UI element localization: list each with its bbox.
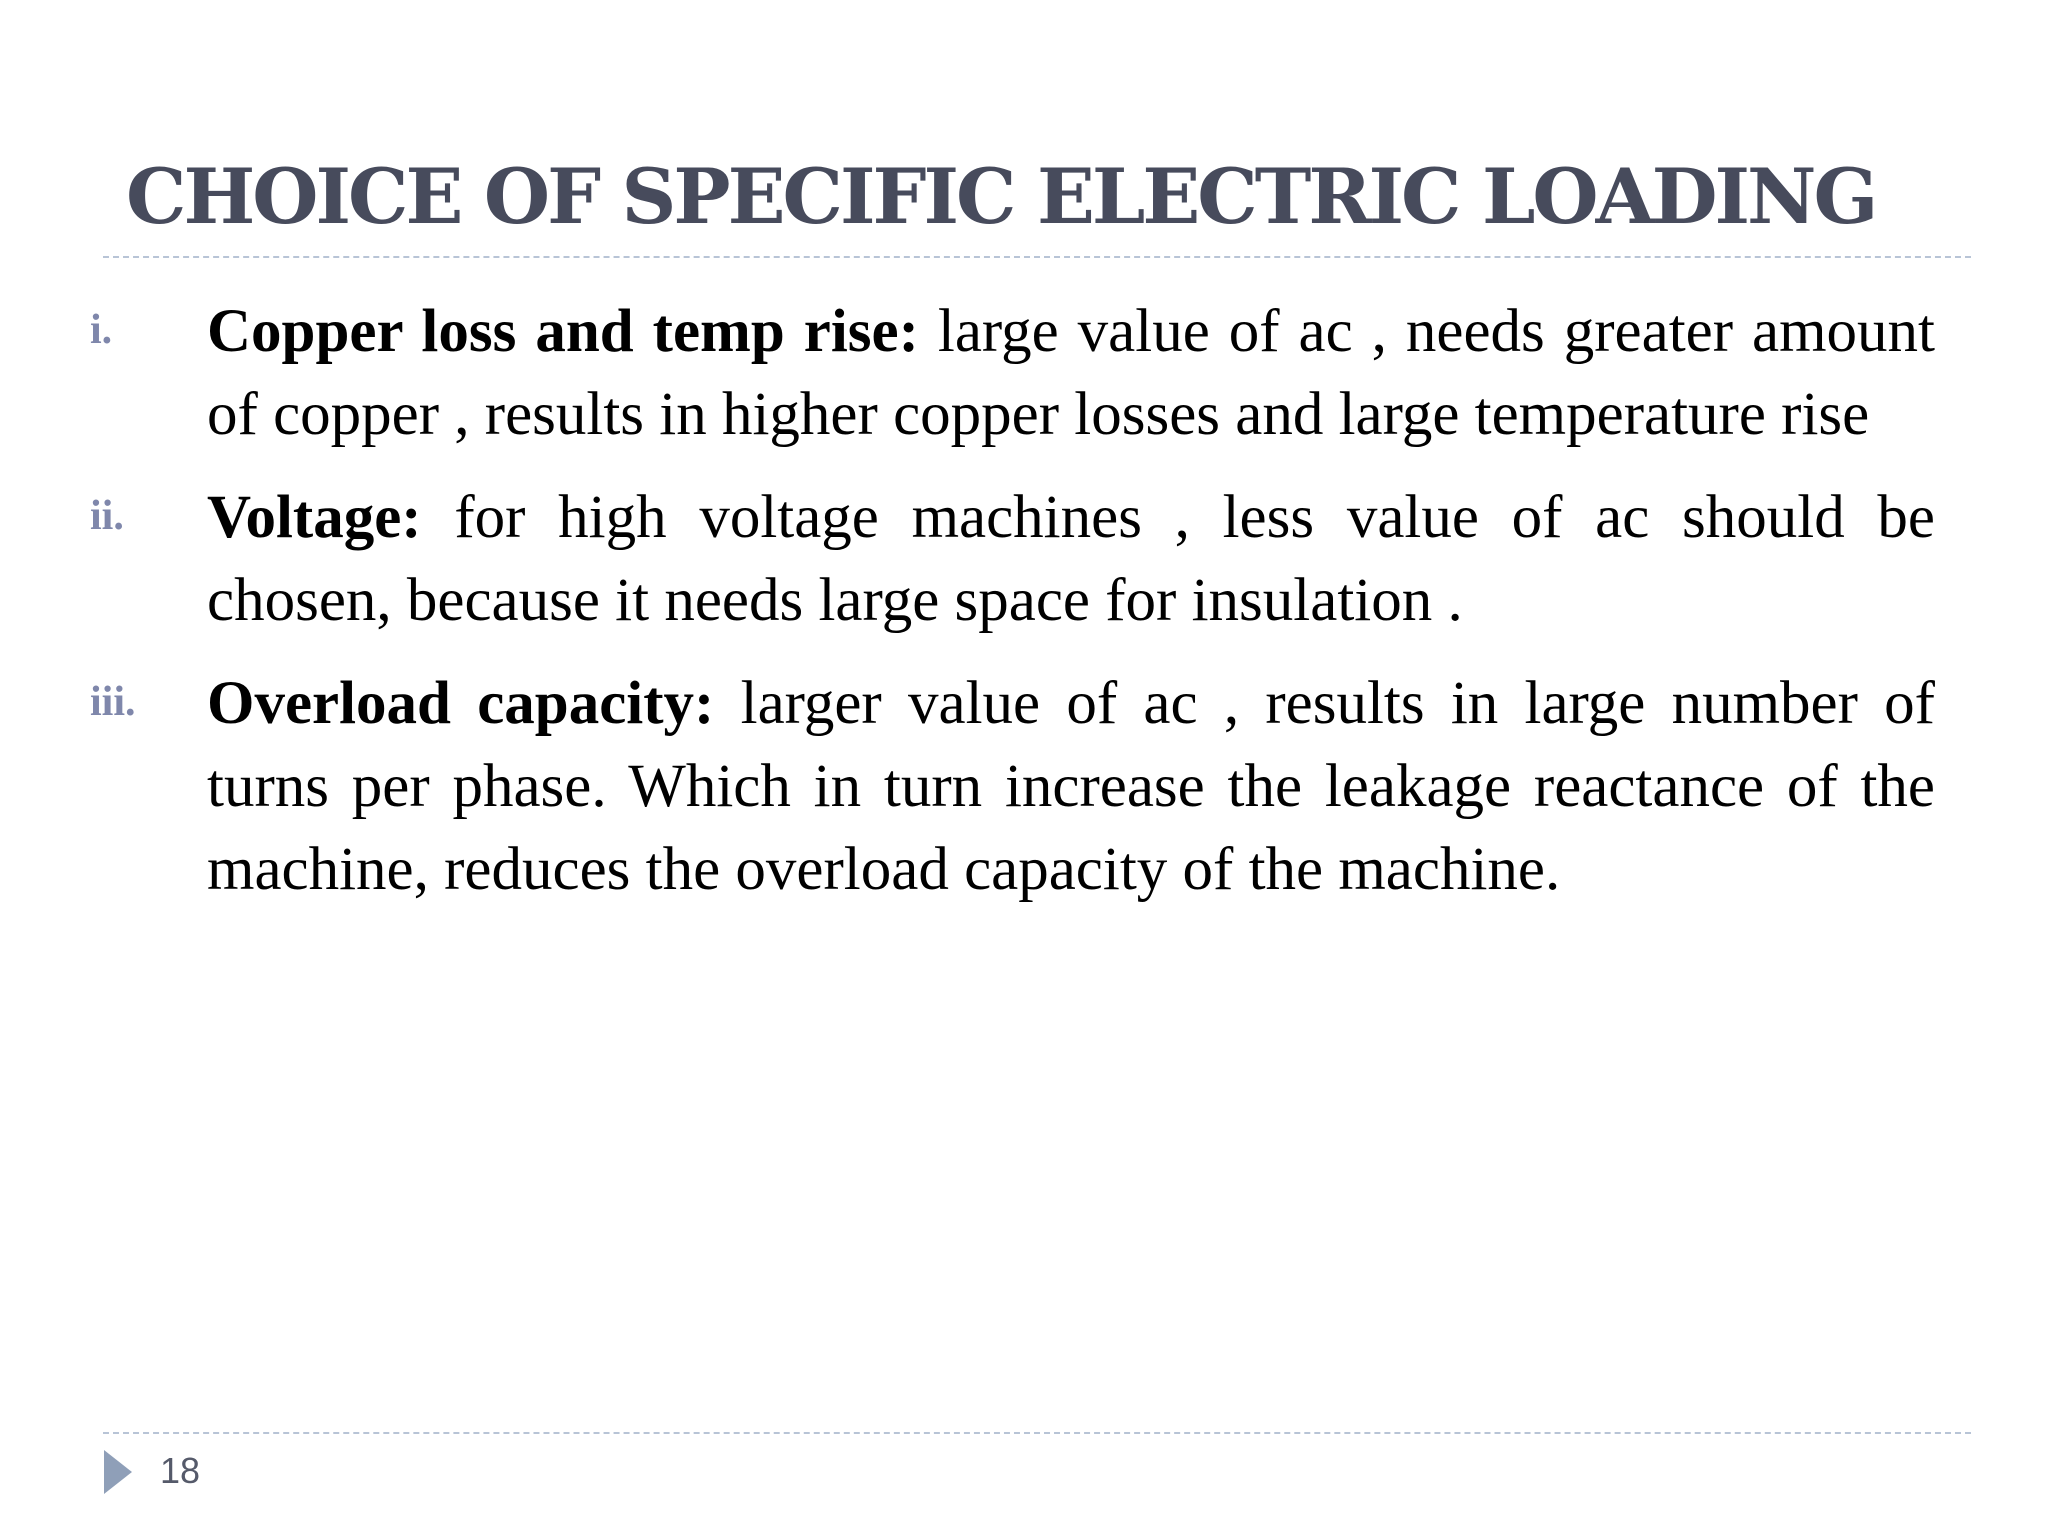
numbered-list [0,290,2048,931]
list-item-description: large value of ac , needs greater amount of copper , results in higher copper losses and large temperature rise [207,298,1935,448]
list-item-text [207,290,1935,456]
list-item-description: larger value of ac , results in large number of turns per phase. Which in turn increase the leakage reactance of the machine, reduces the overload capacity of the machine. [207,670,1935,903]
page-number: 18 [160,1450,201,1491]
list-item-number: iii. [90,679,136,725]
list-item-text [207,662,1935,911]
list-item-copper-loss [0,290,2048,456]
title-divider [103,256,1971,258]
list-item-voltage [0,476,2048,642]
list-item-number: ii. [90,493,124,539]
list-item-description: for high voltage machines , less value of ac should be chosen, because it needs large space for insulation . [207,484,1935,634]
list-item-text [207,476,1935,642]
list-item-term: Copper loss and temp rise: [207,298,919,365]
list-item-term: Overload capacity: [207,670,715,737]
slide-title: CHOICE OF SPECIFIC ELECTRIC LOADING [126,152,1876,241]
play-triangle-icon [104,1450,132,1494]
list-item-term: Voltage: [207,484,422,551]
list-item-overload-capacity [0,662,2048,911]
footer-divider [103,1432,1971,1434]
list-item-number: i. [90,307,113,353]
